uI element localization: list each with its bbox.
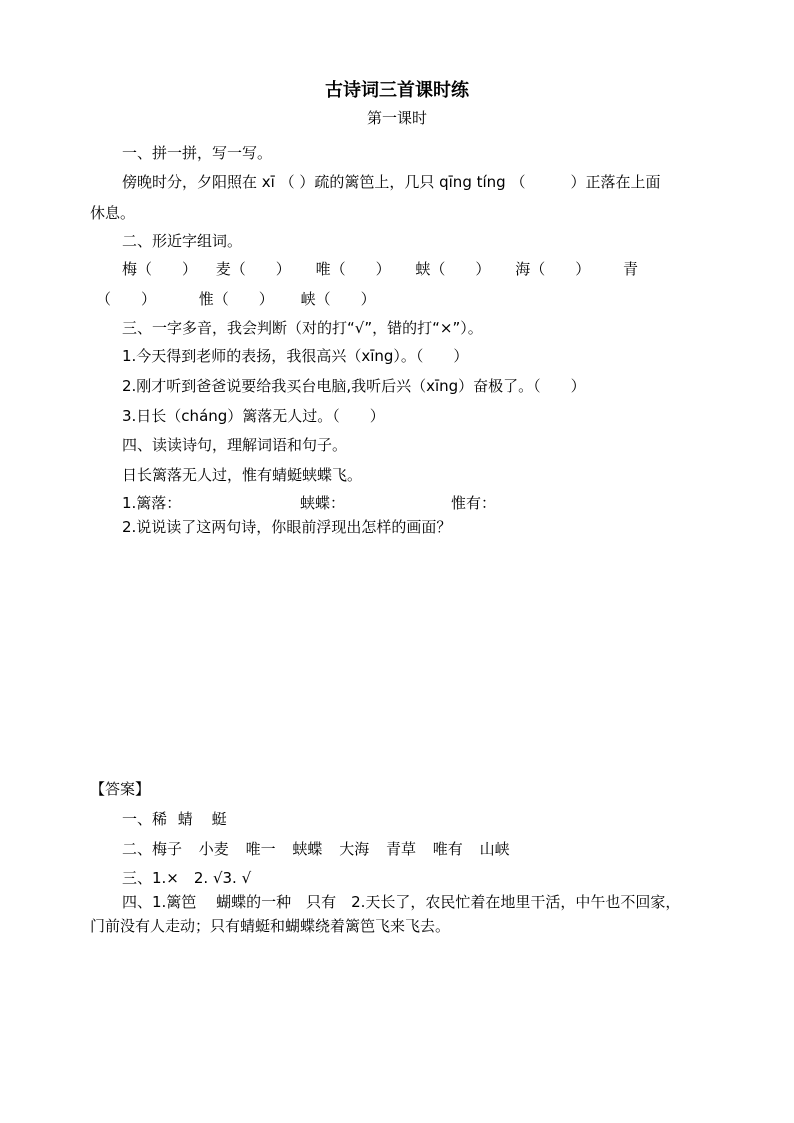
q2-word: 梅（ ） bbox=[122, 260, 198, 278]
answer-1-part: 蜓 bbox=[211, 810, 227, 828]
answer-1-part: 一、稀 bbox=[122, 810, 168, 828]
page-title: 古诗词三首课时练 bbox=[325, 80, 469, 101]
answer-4-line2: 门前没有人走动；只有蜻蜓和蝴蝶绕着篱笆飞来飞去。 bbox=[90, 917, 451, 935]
q2-word: 惟（ ） bbox=[198, 290, 274, 308]
answer-2-word: 二、梅子 bbox=[122, 840, 183, 858]
q4-poem: 日长篱落无人过，惟有蜻蜓蛱蝶飞。 bbox=[122, 466, 363, 484]
q1-line1: 傍晚时分，夕阳照在 xī （ ）疏的篱笆上，几只 qīng tíng （ ）正落在上面 bbox=[122, 173, 661, 191]
answer-2-word: 青草 bbox=[385, 840, 416, 858]
answers-heading: 【答案】 bbox=[90, 780, 151, 798]
answer-2-word: 山峡 bbox=[479, 840, 510, 858]
page-subtitle: 第一课时 bbox=[366, 109, 427, 127]
answer-2-word: 唯有 bbox=[432, 840, 463, 858]
q2-word: 青 bbox=[622, 260, 638, 278]
q2-row1 bbox=[122, 259, 638, 279]
answer-4-line1: 四、1.篱笆 蝴蝶的一种 只有 2.天长了，农民忙着在地里干活，中午也不回家， bbox=[122, 893, 681, 911]
q2-word: （ ） bbox=[96, 290, 157, 308]
q1-line2: 休息。 bbox=[90, 204, 136, 222]
answer-2-word: 小麦 bbox=[198, 840, 229, 858]
q2-row2 bbox=[96, 289, 376, 309]
q4-item2: 2.说说读了这两句诗，你眼前浮现出怎样的画面？ bbox=[122, 518, 452, 536]
q2-word: 峡（ ） bbox=[300, 290, 376, 308]
q2-word: 蛱（ ） bbox=[415, 260, 491, 278]
q1-heading: 一、拼一拼，写一写。 bbox=[122, 144, 273, 162]
answer-2-word: 唯一 bbox=[245, 840, 276, 858]
q3-item-1: 1.今天得到老师的表扬，我很高兴（xīng）。（ ） bbox=[122, 347, 469, 365]
q4-heading: 四、读读诗句，理解词语和句子。 bbox=[122, 436, 348, 454]
answer-3: 三、1.× 2. √3. √ bbox=[122, 869, 252, 887]
answer-1 bbox=[122, 809, 227, 829]
q3-item-3: 3.日长（cháng）篱落无人过。（ ） bbox=[122, 407, 385, 425]
q2-heading: 二、形近字组词。 bbox=[122, 232, 243, 250]
q4-item1-label-3: 惟有： bbox=[451, 494, 497, 512]
answer-1-part: 蜻 bbox=[177, 810, 193, 828]
q4-item1-label-1: 1.篱落： bbox=[122, 494, 182, 512]
answer-2 bbox=[122, 839, 510, 859]
answer-2-word: 蛱蝶 bbox=[292, 840, 323, 858]
q2-word: 唯（ ） bbox=[315, 260, 391, 278]
q3-heading: 三、一字多音，我会判断（对的打“√”，错的打“×”）。 bbox=[122, 319, 483, 337]
q4-item1-label-2: 蛱蝶： bbox=[300, 494, 346, 512]
q3-item-2: 2.刚才听到爸爸说要给我买台电脑,我听后兴（xīng）奋极了。（ ） bbox=[122, 377, 586, 395]
answer-2-word: 大海 bbox=[339, 840, 370, 858]
q2-word: 海（ ） bbox=[515, 260, 591, 278]
q2-word: 麦（ ） bbox=[215, 260, 291, 278]
